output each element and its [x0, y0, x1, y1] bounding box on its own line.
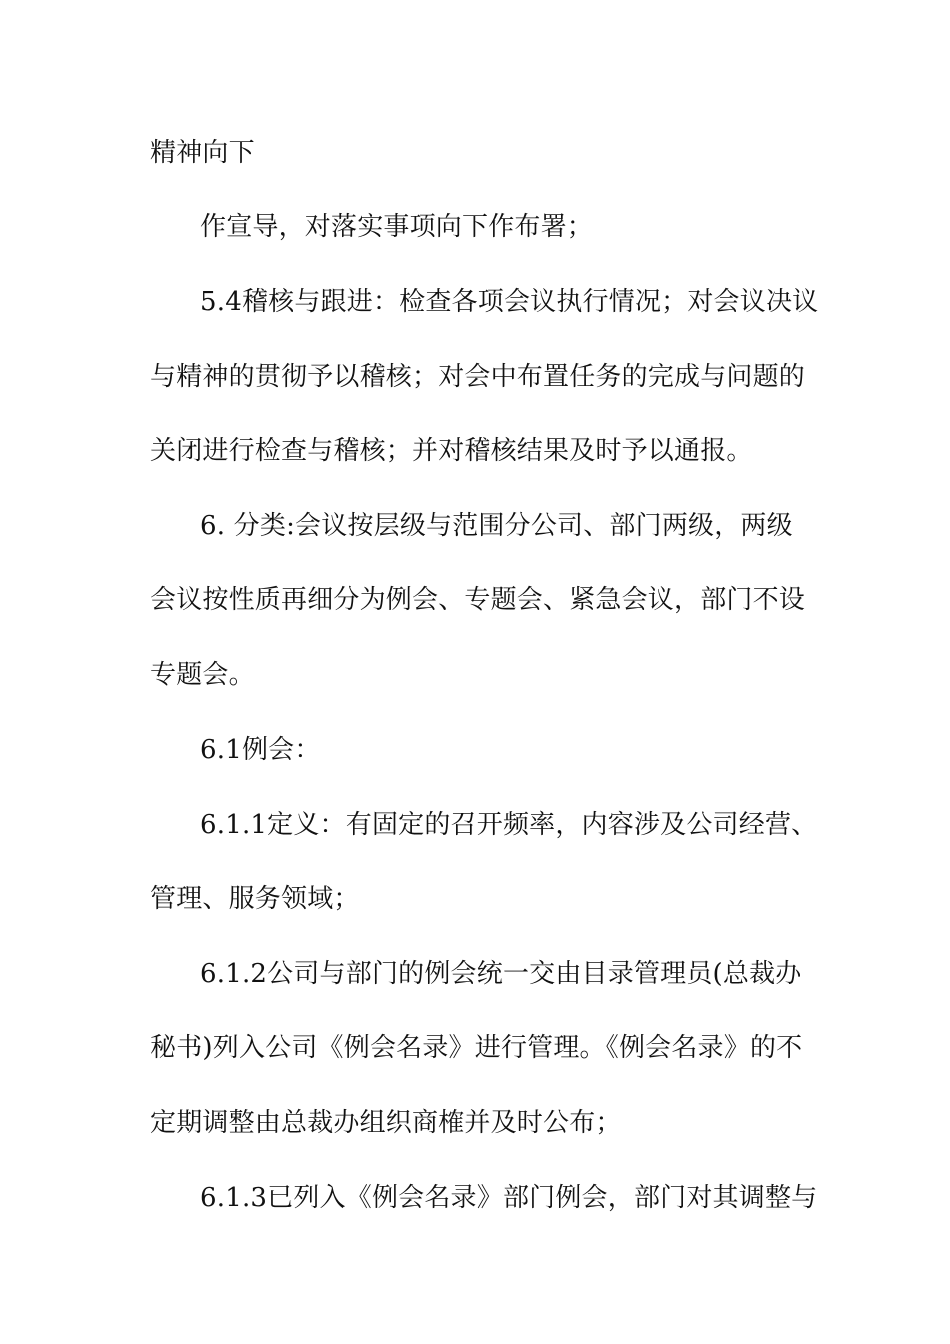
- text-line-14: 定期调整由总裁办组织商榷并及时公布；: [150, 1108, 622, 1138]
- text-line-8: 专题会。: [150, 660, 255, 690]
- text-line-2: 作宣导，对落实事项向下作布署；: [200, 212, 594, 242]
- text-line-1: 精神向下: [150, 138, 255, 168]
- text-line-6: 6. 分类:会议按层级与范围分公司、部门两级，两级: [200, 511, 793, 541]
- text-line-10: 6.1.1定义：有固定的召开频率，内容涉及公司经营、: [200, 810, 818, 840]
- text-line-7: 会议按性质再细分为例会、专题会、紧急会议，部门不设: [150, 585, 806, 615]
- text-line-15: 6.1.3已列入《例会名录》部门例会，部门对其调整与: [200, 1183, 818, 1213]
- text-line-5: 关闭进行检查与稽核；并对稽核结果及时予以通报。: [150, 436, 753, 466]
- text-line-9: 6.1例会：: [200, 735, 321, 765]
- text-line-11: 管理、服务领域；: [150, 884, 360, 914]
- text-line-4: 与精神的贯彻予以稽核；对会中布置任务的完成与问题的: [150, 362, 806, 392]
- text-line-3: 5.4稽核与跟进：检查各项会议执行情况；对会议决议: [200, 287, 819, 317]
- text-line-13: 秘书)列入公司《例会名录》进行管理。《例会名录》的不: [150, 1033, 803, 1063]
- text-line-12: 6.1.2公司与部门的例会统一交由目录管理员(总裁办: [200, 959, 802, 989]
